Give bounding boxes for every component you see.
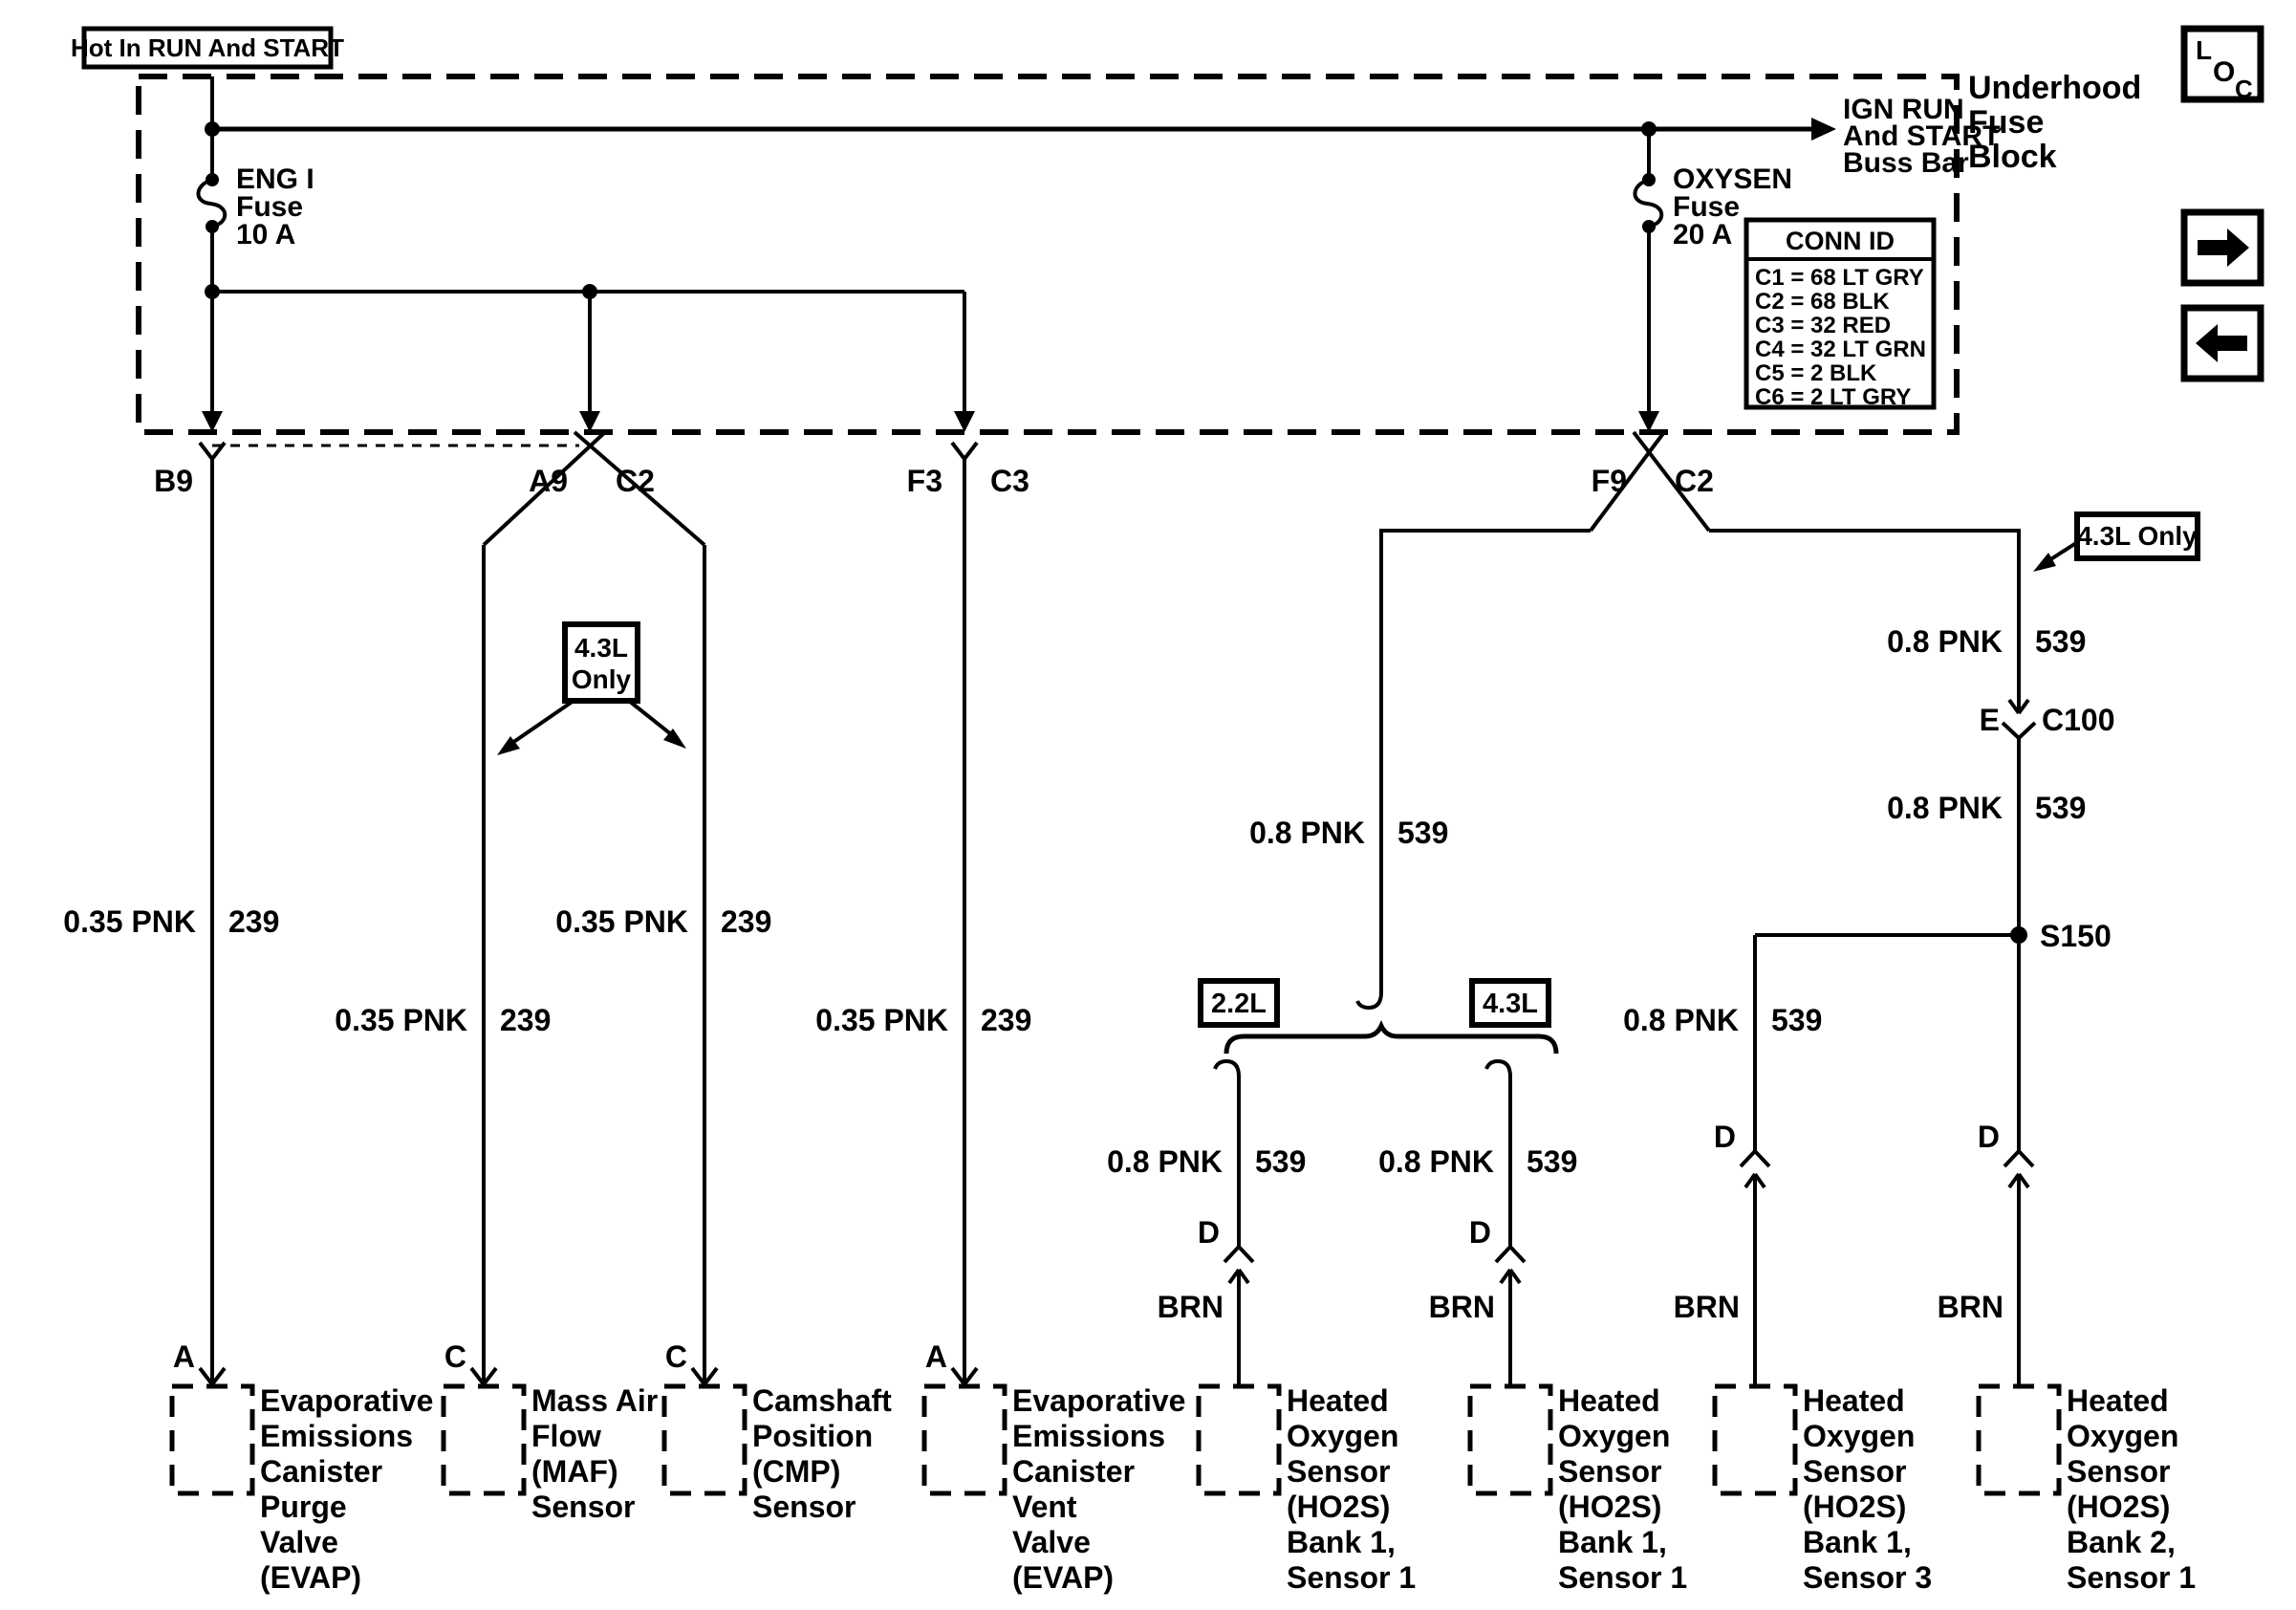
split-diagonal (574, 432, 704, 545)
component-box-maf (444, 1386, 524, 1493)
pin-label-e: E (1979, 703, 2000, 737)
component-label-ho2s-b2s1: Heated Oxygen Sensor (HO2S) Bank 2, Sensor 1 (2067, 1383, 2197, 1595)
wire-size-color: 0.8 PNK (1249, 816, 1365, 850)
wire-circuit: 239 (721, 904, 772, 939)
back-button[interactable] (2184, 308, 2261, 379)
wire-size-color: 0.35 PNK (335, 1003, 467, 1037)
wire-size-color: 0.35 PNK (555, 904, 688, 939)
pin-label-c: C (444, 1339, 466, 1374)
component-label-evap-purge: Evaporative Emissions Canister Purge Valve (EVAP) (260, 1383, 434, 1595)
forward-button[interactable] (2184, 212, 2261, 283)
inline-connector-icon (1741, 1151, 1769, 1166)
wire-circuit: 539 (1527, 1144, 1578, 1179)
note-43l (1472, 981, 1549, 1025)
pin-label-b9: B9 (154, 464, 193, 498)
conn-label-c3: C3 (990, 464, 1029, 498)
option-brace-icon (1226, 1026, 1556, 1054)
wire-size-color: 0.8 PNK (1378, 1144, 1494, 1179)
power-source-text: Hot In RUN And START (71, 33, 344, 62)
wire-circuit: 539 (1397, 816, 1449, 850)
component-label-maf: Mass Air Flow (MAF) Sensor (531, 1383, 659, 1524)
component-box-ho2s-b1s1-b (1470, 1386, 1550, 1493)
conn-label-c2: C2 (616, 464, 655, 498)
note-text: 4.3L Only (2077, 521, 2198, 551)
conn-label-c100: C100 (2042, 703, 2115, 737)
right-arrow-icon (2198, 228, 2249, 267)
underhood-fuse-block (139, 70, 2141, 432)
pin-label-d: D (1468, 1215, 1491, 1250)
inline-connector-icon (2004, 1151, 2033, 1166)
loc-letter-l: L (2196, 35, 2213, 65)
wire-circuit: 239 (228, 904, 280, 939)
eng-fuse-icon (198, 180, 225, 227)
wire-color-brn: BRN (1673, 1290, 1740, 1324)
component-box-evap-purge (172, 1386, 252, 1493)
wire-size-color: 0.35 PNK (815, 1003, 948, 1037)
y-terminal-icon (964, 443, 977, 459)
pin-label-a9: A9 (529, 464, 568, 498)
pin-label-d: D (1977, 1120, 2000, 1154)
fuse-block-terminals (154, 446, 1714, 498)
circuit-evap-vent (815, 443, 1031, 1384)
pin-label-c: C (664, 1339, 687, 1374)
option-hook-icon (1215, 1061, 1239, 1077)
inline-connector-icon (1224, 1247, 1253, 1262)
note-43l-only-mid (497, 624, 686, 755)
pin-label-d: D (1197, 1215, 1220, 1250)
wire (1709, 531, 2019, 713)
split-diagonal (484, 432, 605, 545)
wire-color-brn: BRN (1157, 1290, 1224, 1324)
component-label-cmp: Camshaft Position (CMP) Sensor (752, 1383, 892, 1524)
wire-circuit: 239 (500, 1003, 552, 1037)
note-43l-only-right (2033, 514, 2198, 572)
y-terminal-icon (952, 443, 964, 459)
component-box-ho2s-b1s1-a (1199, 1386, 1279, 1493)
oxygen-fuse-label: OXYSEN Fuse 20 A (1673, 163, 1793, 250)
buss-bar-label: IGN RUN And START Buss Bar (1843, 94, 2001, 179)
component-box-cmp (664, 1386, 745, 1493)
wire-circuit: 539 (2035, 624, 2087, 659)
pin-label-a: A (924, 1339, 947, 1374)
eng-fuse-label: ENG I Fuse 10 A (236, 163, 314, 250)
wire-circuit: 539 (1771, 1003, 1823, 1037)
conn-id-title: CONN ID (1786, 227, 1895, 255)
circuit-oxygen (1107, 432, 2198, 1386)
callout-line (512, 701, 574, 743)
down-arrowhead-icon (202, 411, 223, 432)
circuit-evap-purge (63, 443, 279, 1384)
down-arrowhead-icon (579, 411, 600, 432)
components (172, 1339, 2196, 1595)
component-box-ho2s-b2s1 (1979, 1386, 2059, 1493)
component-label-evap-vent: Evaporative Emissions Canister Vent Valve (EVAP) (1012, 1383, 1186, 1595)
left-arrow-icon (2196, 324, 2247, 362)
inline-connector-icon (1496, 1247, 1525, 1262)
component-box-ho2s-b1s3 (1715, 1386, 1795, 1493)
wire-circuit: 239 (981, 1003, 1032, 1037)
inline-connector-icon (2003, 723, 2035, 738)
wire-size-color: 0.8 PNK (1107, 1144, 1223, 1179)
loc-letter-c: C (2235, 75, 2253, 103)
splice-label: S150 (2040, 919, 2112, 953)
wire-color-brn: BRN (1428, 1290, 1495, 1324)
component-label-ho2s-b1s1-a: Heated Oxygen Sensor (HO2S) Bank 1, Sensor 1 (1287, 1383, 1417, 1595)
option-hook-icon (1486, 1061, 1510, 1077)
component-label-ho2s-b1s3: Heated Oxygen Sensor (HO2S) Bank 1, Sensor 3 (1803, 1383, 1933, 1595)
wire-size-color: 0.8 PNK (1623, 1003, 1739, 1037)
wire-size-color: 0.8 PNK (1887, 624, 2003, 659)
fuse-terminal-dot (206, 173, 219, 186)
down-arrowhead-icon (1638, 411, 1659, 432)
option-hook-icon (1357, 992, 1381, 1008)
y-terminal-icon (200, 443, 212, 459)
conn-label-c2b: C2 (1675, 464, 1714, 498)
wire-color-brn: BRN (1937, 1290, 2004, 1324)
pin-label-d: D (1713, 1120, 1736, 1154)
note-text: 4.3L (1482, 989, 1539, 1019)
power-source-label (71, 29, 344, 67)
wire-size-color: 0.35 PNK (63, 904, 196, 939)
wire-circuit: 539 (1255, 1144, 1307, 1179)
note-text: 2.2L (1210, 989, 1267, 1019)
pin-label-f3: F3 (906, 464, 942, 498)
nav-buttons (2184, 29, 2261, 379)
circuit-maf-cmp (335, 432, 771, 1384)
note-22l (1201, 981, 1277, 1025)
junction-dot (205, 284, 220, 299)
callout-line (629, 701, 671, 734)
wire (1381, 531, 1591, 992)
buss-bar-arrowhead-icon (1811, 118, 1836, 141)
oxygen-fuse-icon (1635, 180, 1661, 227)
pin-label-a: A (172, 1339, 195, 1374)
component-label-ho2s-b1s1-b: Heated Oxygen Sensor (HO2S) Bank 1, Sensor 1 (1558, 1383, 1688, 1595)
wire-circuit: 539 (2035, 791, 2087, 825)
wire-size-color: 0.8 PNK (1887, 791, 2003, 825)
loc-button[interactable] (2184, 29, 2261, 103)
callout-arrowhead-icon (2033, 553, 2056, 572)
pin-label-f9: F9 (1591, 464, 1627, 498)
fuse-terminal-dot (1642, 173, 1656, 186)
fuse-block-name: Underhood Fuse Block (1968, 70, 2142, 175)
down-arrowhead-icon (954, 411, 975, 432)
loc-letter-o: O (2213, 56, 2236, 88)
note-text: 4.3L Only (571, 633, 632, 694)
conn-id-rows: C1 = 68 LT GRY C2 = 68 BLK C3 = 32 RED C4 = 32 LT GRN C5 = 2 BLK C6 = 2 LT GRY (1755, 265, 1926, 410)
component-box-evap-vent (924, 1386, 1005, 1493)
conn-id-table (1746, 220, 1934, 410)
